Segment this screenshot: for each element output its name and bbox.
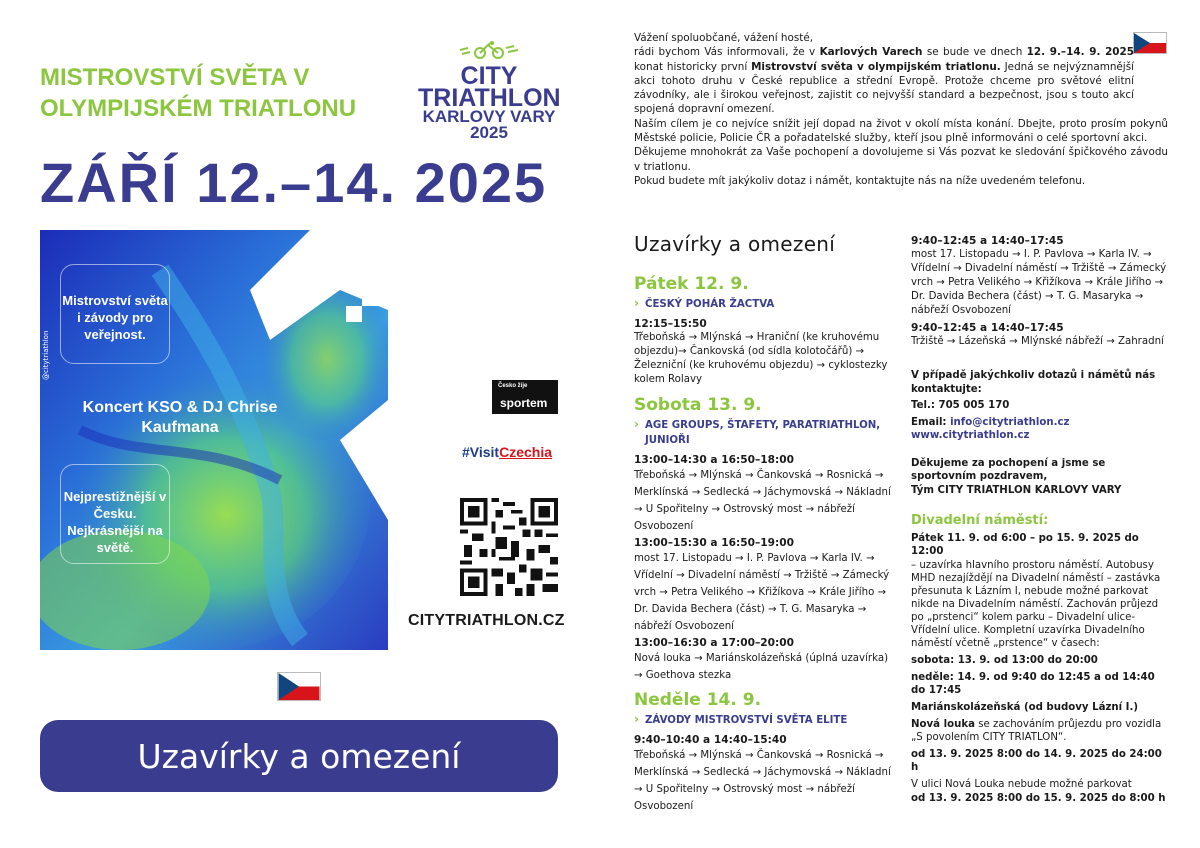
logo-line-3: KARLOVY VARY xyxy=(422,107,556,126)
divadelni-sunday: neděle: 14. 9. od 9:40 do 12:45 a od 14:40 do 17:45 xyxy=(911,672,1155,696)
closures-column-right xyxy=(911,232,1171,809)
event-name: › AGE GROUPS, ŠTAFETY, PARATRIATHLON, JUNIOŘI xyxy=(634,418,896,448)
intro-bold: Karlových Varech xyxy=(819,46,923,59)
nova-louka-parking: V ulici Nová Louka nebude možné parkovat xyxy=(911,779,1132,790)
czech-flag-icon xyxy=(277,672,321,701)
nova-louka-parking-period: od 13. 9. 2025 8:00 do 15. 9. 2025 do 8:00 h xyxy=(911,793,1166,804)
event-name: › ČESKÝ POHÁR ŽACTVA xyxy=(634,297,896,312)
contact-email-link[interactable]: info@citytriathlon.cz xyxy=(950,416,1070,428)
intro-letter xyxy=(634,31,1168,188)
divadelni-saturday: sobota: 13. 9. od 13:00 do 20:00 xyxy=(911,655,1098,666)
contact-phone[interactable]: Tel.: 705 005 170 xyxy=(911,400,1010,411)
time-range: 13:00–16:30 a 17:00–20:00 xyxy=(634,637,795,649)
route-text: most 17. Listopadu → I. P. Pavlova → Karla IV. → Vřídelní → Divadelní náměstí → Tržiště → Zámecký vrch → Petra Velikého → Křižíkova → Krále Jiřího → Dr. Davida Bechera (část) → T. G. Masaryka → nábřeží Osvobození xyxy=(911,249,1167,316)
poster-square xyxy=(346,306,362,322)
intro-paragraph-1 xyxy=(634,45,1134,116)
intro-paragraph-2: Naším cílem je co nejvíce snížit její dopad na život v okolí místa konání. Dbejte, proto prosím pokynů Městské policie, Policie ČR a pořadatelské služby, kteří jsou plně informováni o celé sportovní akci. xyxy=(634,117,1168,145)
intro-text: konat historicky první xyxy=(634,60,752,73)
divadelni-title: Divadelní náměstí: xyxy=(911,513,1049,528)
contact-heading: V případě jakýchkoliv dotazů i námětů nás kontaktujte: xyxy=(911,370,1156,395)
event-name: › ZÁVODY MISTROVSTVÍ SVĚTA ELITE xyxy=(634,713,896,728)
time-range: 9:40–10:40 a 14:40–15:40 xyxy=(634,734,787,746)
poster-square xyxy=(346,274,362,290)
logo-line-1: CITY xyxy=(460,62,518,90)
route-text: Třeboňská → Mlýnská → Hraniční (ke kruhovému objezdu)→ Čankovská (od sídla kolotočářů) → Železniční (ke kruhovému objezdu) → cyklostezky kolem Rolavy xyxy=(634,332,888,385)
event-poster xyxy=(40,230,388,650)
closures-title: Uzavírky a omezení xyxy=(634,232,836,256)
event-date: ZÁŘÍ 12.–14. 2025 xyxy=(40,151,548,214)
closures-column-left xyxy=(634,232,896,815)
poster-card-top-text: Mistrovství světa i závody pro veřejnost. xyxy=(62,293,168,342)
intro-text: Jedná se nejvýznamnější akci tohoto druhu v České republice a střední Evropě. Protože chceme pro světové elitní závodníky, ale i širokou veřejnost, zajistit co nejvyšší standard a bezpečnost, jsou s touto akcí spojená dopravní omezení. xyxy=(634,60,1134,116)
intro-text: se bude ve dnech xyxy=(922,46,1027,59)
time-range: 13:00–15:30 a 16:50–19:00 xyxy=(634,537,795,549)
time-range: 12:15–15:50 xyxy=(634,318,707,330)
time-range: 9:40–12:45 a 14:40–17:45 xyxy=(911,235,1064,247)
contact-email-label: Email: xyxy=(911,416,951,428)
poster-card-bottom-text: Nejprestižnější v Česku. Nejkrásnější na světě. xyxy=(63,489,167,555)
event-kicker: MISTROVSTVÍ SVĚTA V OLYMPIJSKÉM TRIATLONU xyxy=(40,64,357,122)
city-triathlon-logo xyxy=(418,40,560,141)
route-text: Třeboňská → Mlýnská → Čankovská → Rosnická → Merklínská → Sedlecká → Jáchymovská → Nákladní → U Spořitelny → Ostrovský most → nábřeží Osvobození xyxy=(634,750,891,812)
route-text: most 17. Listopadu → I. P. Pavlova → Karla IV. → Vřídelní → Divadelní náměstí → Tržiště → Zámecký vrch → Petra Velikého → Křižíkova → Krále Jiřího → Dr. Davida Bechera (část) → T. G. Masaryka → nábřeží Osvobození xyxy=(634,553,890,632)
day-heading-friday: Pátek 12. 9. xyxy=(634,274,749,294)
intro-paragraph-4: Pokud budete mít jakýkoliv dotaz i námět, kontaktujte nás na níže uvedeném telefonu. xyxy=(634,174,1086,187)
divadelni-desc: – uzavírka hlavního prostoru náměstí. Autobusy MHD nezajíždějí na Divadelní náměstí – zastávka přesunuta k Lázním I, nebude možné parkovat nikde na Divadelním náměstí. Zachován průjezd po „prstenci“ kolem parku – Divadelní ulice-Vřídelní ulice. Kompletní uzavírka Divadelního náměstí včetně „prstence“ v časech: xyxy=(911,560,1161,649)
nova-louka-label: Nová louka xyxy=(911,719,975,730)
marianskolazenska-note: Mariánskolázeňská (od budovy Lázní I.) xyxy=(911,702,1138,713)
nova-louka-period: od 13. 9. 2025 8:00 do 14. 9. 2025 do 24:00 h xyxy=(911,749,1162,773)
visit-prefix: #Visit xyxy=(462,444,500,460)
route-text: Tržiště → Lázeňská → Mlýnské nábřeží → Zahradní xyxy=(911,336,1164,347)
time-range: 13:00–14:30 a 16:50–18:00 xyxy=(634,454,795,466)
contact-team: Tým CITY TRIATHLON KARLOVY VARY xyxy=(911,484,1122,496)
route-text: Třeboňská → Mlýnská → Čankovská → Rosnická → Merklínská → Sedlecká → Jáchymovská → Nákladní → U Spořitelny → Ostrovský most → nábřeží Osvobození xyxy=(634,470,891,532)
sportem-small: Česko žije xyxy=(498,383,528,389)
website-url[interactable]: CITYTRIATHLON.CZ xyxy=(408,612,565,629)
qr-code[interactable] xyxy=(460,498,558,596)
intro-paragraph-3: Děkujeme mnohokrát za Vaše pochopení a dovolujeme si Vás pozvat ke sledování špičkového závodu v triatlonu. xyxy=(634,146,1168,173)
intro-greeting: Vážení spoluobčané, vážení hosté, xyxy=(634,32,814,44)
poster-social-tag: @citytriathlon xyxy=(42,330,50,380)
contact-block xyxy=(911,369,1171,497)
time-range: 9:40–12:45 a 14:40–17:45 xyxy=(911,322,1064,334)
cyclist-icon xyxy=(454,40,524,60)
contact-thanks: Děkujeme za pochopení a jsme se sportovním pozdravem, xyxy=(911,457,1106,482)
day-heading-saturday: Sobota 13. 9. xyxy=(634,395,762,415)
closures-button[interactable]: Uzavírky a omezení xyxy=(40,720,558,792)
nova-louka-text: se zachováním průjezdu pro vozidla „S povolením CITY TRIATLON“. xyxy=(911,719,1162,743)
day-heading-sunday: Neděle 14. 9. xyxy=(634,690,762,710)
divadelni-period: Pátek 11. 9. od 6:00 – po 15. 9. 2025 do 12:00 xyxy=(911,533,1139,557)
cesko-zije-sportem-logo xyxy=(492,380,558,414)
logo-line-2: TRIATHLON xyxy=(418,84,561,112)
contact-email-row xyxy=(911,416,1171,430)
spacer xyxy=(911,443,1171,457)
visit-brand: Czechia xyxy=(499,444,553,460)
poster-square xyxy=(362,290,378,306)
logo-line-4: 2025 xyxy=(470,123,508,142)
poster-concert-text: Koncert KSO & DJ Chrise Kaufmana xyxy=(82,399,278,436)
contact-web-link[interactable]: www.citytriathlon.cz xyxy=(911,430,1030,441)
intro-text: rádi bychom Vás informovali, že v xyxy=(634,46,820,59)
intro-bold: Mistrovství světa v olympijském triatlonu. xyxy=(751,60,1001,73)
sportem-big: sportem xyxy=(500,396,548,410)
divadelni-block xyxy=(911,532,1171,805)
intro-bold: 12. 9.–14. 9. 2025 xyxy=(1026,46,1134,59)
visit-czechia-logo xyxy=(462,444,552,460)
route-text: Nová louka → Mariánskolázeňská (úplná uzavírka) → Goethova stezka xyxy=(634,653,889,681)
